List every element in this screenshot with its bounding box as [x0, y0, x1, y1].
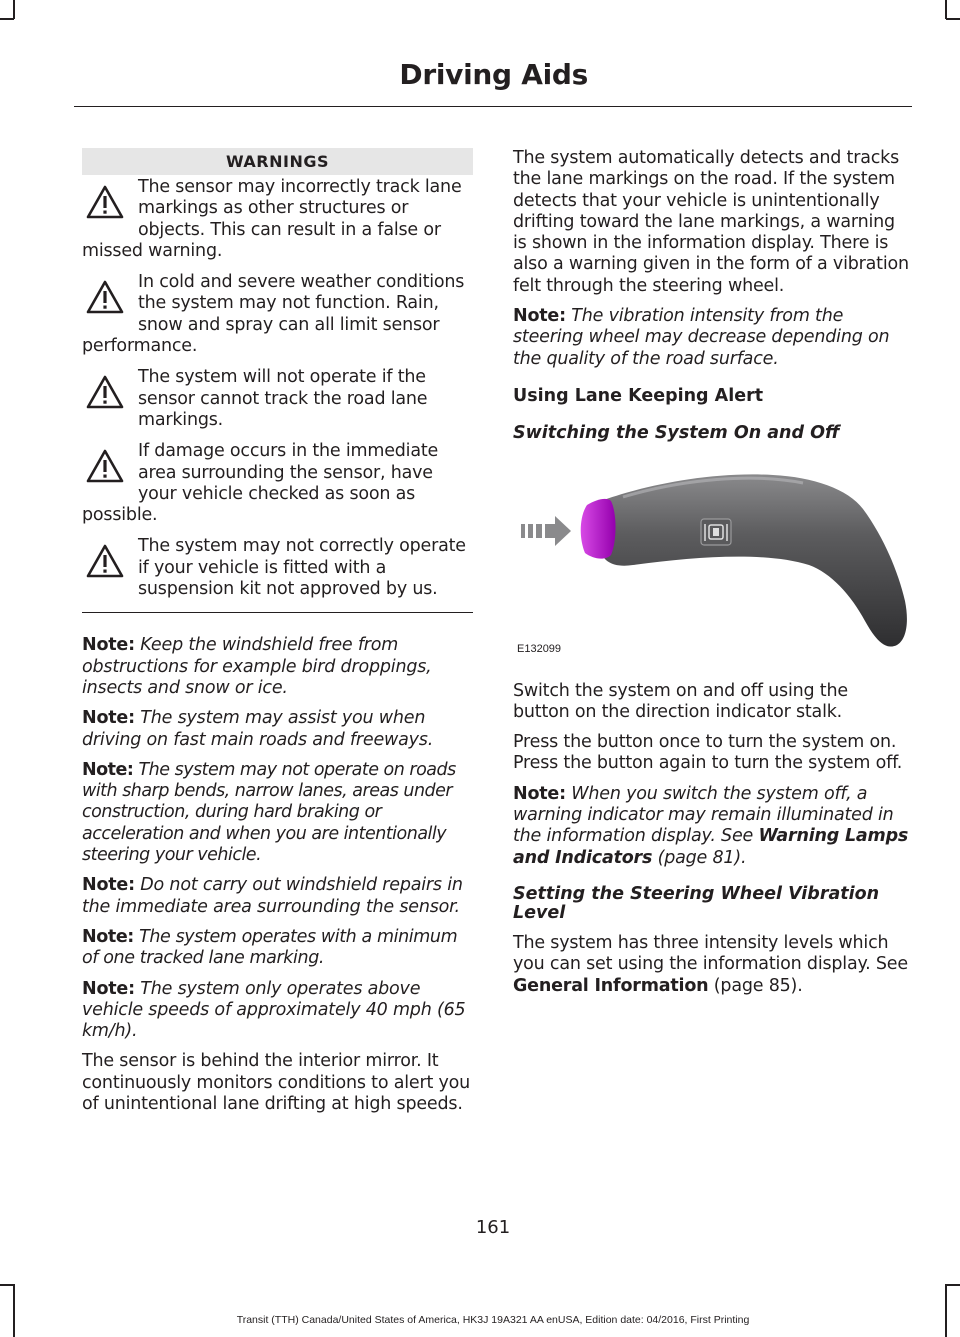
note-label: Note:	[513, 306, 566, 327]
note-text: The system operates with a minimum of one tracked lane marking.	[82, 926, 458, 969]
crop-mark	[13, 1284, 15, 1337]
levels-paragraph	[513, 933, 909, 997]
header-divider	[74, 106, 912, 107]
note-label: Note:	[82, 926, 134, 947]
crop-mark	[0, 1284, 14, 1286]
warning-triangle-icon	[86, 185, 124, 219]
note	[82, 979, 473, 1043]
note-text: Do not carry out windshield repairs in the immediate area surrounding the sensor.	[82, 875, 463, 917]
warning-text: The sensor may incorrectly track lane markings as other structures or objects. This can result in a false or missed warning.	[82, 177, 462, 261]
section-heading: Using Lane Keeping Alert	[513, 385, 764, 406]
crop-mark	[945, 1284, 947, 1337]
subsection-heading: Setting the Steering Wheel Vibration Level	[513, 883, 880, 923]
note-label: Note:	[513, 783, 566, 804]
note-text: The system may not operate on roads with sharp bends, narrow lanes, areas under construction, during hard braking or acceleration and when you are intentionally steering your vehicle.	[82, 759, 456, 866]
crop-mark	[0, 18, 14, 20]
footer-text: Transit (TTH) Canada/United States of America, HK3J 19A321 AA enUSA, Edition date: 04/2016, First Printing	[236, 1314, 750, 1326]
warning-triangle-icon	[86, 544, 124, 578]
levels-text: The system has three intensity levels which you can set using the information display. See	[513, 932, 908, 975]
note-label: Note:	[82, 635, 135, 656]
direction-indicator-stalk-image	[513, 461, 909, 661]
stalk-illustration	[513, 461, 909, 661]
crop-mark	[946, 18, 960, 20]
warning-text: If damage occurs in the immediate area surrounding the sensor, have your vehicle checked as soon as possible.	[82, 441, 439, 526]
note-text: Keep the windshield free from obstructions for example bird droppings, insects and snow or ice.	[82, 635, 432, 698]
note-text: The vibration intensity from the steering wheel may decrease depending on the quality of the road surface.	[513, 306, 890, 369]
warnings-end-rule	[82, 612, 473, 613]
note-label: Note:	[82, 978, 135, 999]
note-label: Note:	[82, 708, 135, 729]
note	[82, 875, 473, 918]
warning-text: The system will not operate if the sensor cannot track the road lane markings.	[138, 367, 428, 430]
warnings-heading: WARNINGS	[82, 148, 473, 175]
detect-paragraph: The system automatically detects and tracks the lane markings on the road. If the system detects that your vehicle is unintentionally drifting toward the lane markings, a warning is shown in the information display. There is also a warning given in the form of a vibration felt through the steering wheel.	[513, 148, 909, 296]
warning-item	[82, 536, 473, 600]
warning-text: In cold and severe weather conditions the system may not function. Rain, snow and spray can all limit sensor performance.	[82, 272, 465, 357]
warning-item	[82, 272, 473, 357]
page-reference: (page 81).	[657, 847, 747, 868]
note-label: Note:	[82, 759, 134, 780]
note-label: Note:	[82, 875, 135, 896]
note-text: The system only operates above vehicle speeds of approximately 40 mph (65 km/h).	[82, 978, 466, 1042]
note	[82, 635, 473, 699]
figure-code: E132099	[517, 642, 562, 655]
page-title: Driving Aids	[399, 58, 588, 91]
crop-mark	[945, 0, 947, 19]
cross-reference-link[interactable]: General Information	[513, 975, 709, 996]
warning-triangle-icon	[86, 375, 124, 409]
note	[82, 760, 473, 866]
cross-reference-link[interactable]: Warning Lamps and Indicators	[513, 826, 909, 868]
page-number: 161	[475, 1217, 511, 1238]
note-text: The system may assist you when driving on fast main roads and freeways.	[82, 708, 434, 750]
warning-triangle-icon	[86, 280, 124, 314]
note	[82, 927, 473, 970]
switch-paragraph: Switch the system on and off using the button on the direction indicator stalk.	[513, 680, 848, 722]
warning-triangle-icon	[86, 449, 124, 483]
arrow-right-icon	[521, 516, 571, 546]
page-reference: (page 85).	[713, 975, 803, 996]
warning-item	[82, 441, 473, 526]
press-paragraph: Press the button once to turn the system on. Press the button again to turn the system off.	[513, 732, 903, 774]
note	[82, 708, 473, 751]
note	[513, 306, 909, 370]
note	[513, 784, 909, 869]
left-column	[82, 148, 473, 1124]
warning-item	[82, 367, 473, 431]
right-column	[513, 148, 909, 1006]
note-text: When you switch the system off, a warning indicator may remain illuminated in the information display. See	[513, 783, 894, 847]
warning-text: The system may not correctly operate if your vehicle is fitted with a suspension kit not approved by us.	[138, 536, 466, 600]
crop-mark	[946, 1284, 960, 1286]
subsection-heading: Switching the System On and Off	[513, 423, 840, 444]
sensor-paragraph: The sensor is behind the interior mirror. It continuously monitors conditions to alert you of unintentional lane drifting at high speeds.	[82, 1051, 471, 1114]
crop-mark	[13, 0, 15, 19]
warning-item	[82, 177, 473, 262]
lane-keeping-symbol-icon	[701, 519, 731, 545]
